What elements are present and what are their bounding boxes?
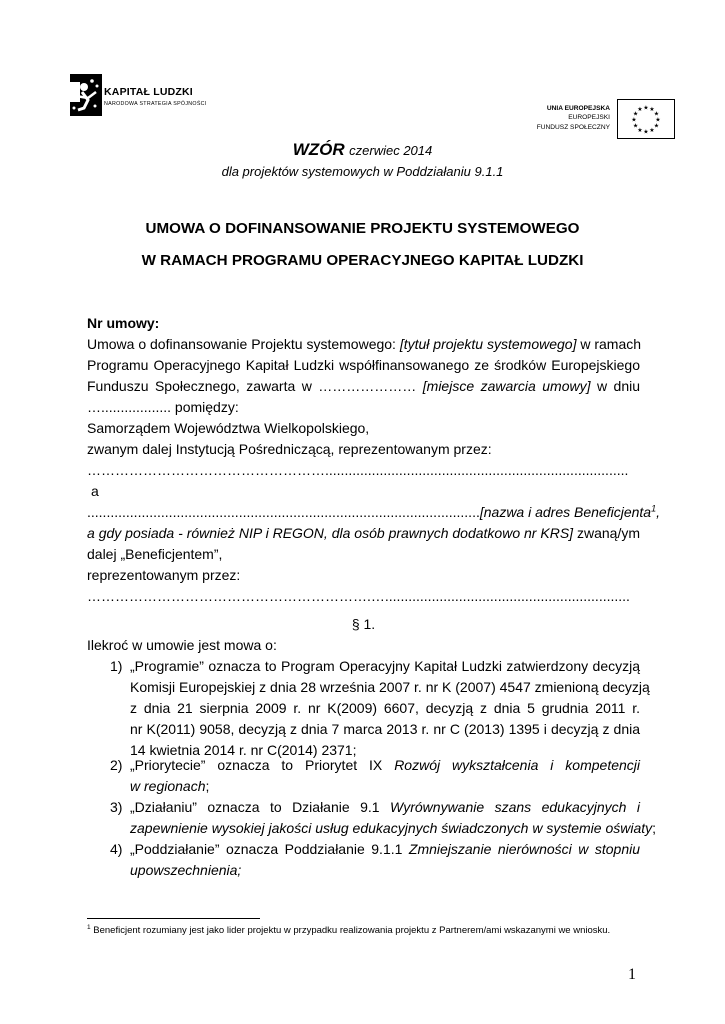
- eu-star-icon: ★: [632, 111, 639, 118]
- wzor-label: WZÓR: [292, 140, 345, 159]
- conjunction: a: [91, 483, 99, 499]
- eu-label-line1: UNIA EUROPEJSKA: [546, 105, 610, 112]
- body-line: Programu Operacyjnego Kapitał Ludzki współfinansowanego ze środków Europejskiego: [87, 357, 640, 373]
- eu-star-icon: ★: [649, 107, 655, 114]
- body-line: ……………………………………………..............................................................................: [87, 462, 629, 478]
- eu-star-icon: ★: [655, 117, 661, 124]
- kapital-ludzki-subtitle: NARODOWA STRATEGIA SPÓJNOŚCI: [104, 101, 207, 107]
- eu-star-icon: ★: [643, 129, 649, 136]
- list-number: 2): [110, 757, 123, 773]
- document-heading-line2: W RAMACH PROGRAMU OPERACYJNEGO KAPITAŁ LUDZKI: [141, 252, 584, 269]
- template-subtitle: dla projektów systemowych w Poddziałaniu 9.1.1: [221, 164, 504, 179]
- beneficiary-line: a gdy posiada - również NIP i REGON, dla osób prawnych dodatkowo nr KRS] zwaną/ym: [87, 525, 641, 541]
- eu-star-icon: ★: [637, 127, 643, 134]
- definitions-intro: Ilekroć w umowie jest mowa o:: [87, 637, 277, 653]
- list-number: 4): [110, 841, 123, 857]
- eu-star-icon: ★: [653, 123, 660, 130]
- page-number: 1: [628, 966, 636, 983]
- beneficiary-line: dalej „Beneficjentem”,: [87, 546, 223, 562]
- eu-flag-icon: [617, 99, 675, 139]
- list-number: 1): [110, 658, 123, 674]
- footnote-separator: [87, 918, 260, 919]
- eu-label-line3: FUNDUSZ SPOŁECZNY: [536, 123, 610, 131]
- body-line: zwanym dalej Instytucją Pośredniczącą, reprezentowanym przez:: [87, 441, 492, 457]
- document-heading-line1: UMOWA O DOFINANSOWANIE PROJEKTU SYSTEMOWEGO: [145, 220, 580, 237]
- eu-star-icon: ★: [649, 127, 655, 134]
- body-line: Samorządem Województwa Wielkopolskiego,: [87, 420, 370, 436]
- eu-fund-label: [480, 104, 610, 132]
- contract-number-label: Nr umowy:: [87, 315, 160, 331]
- beneficiary-line: .....................................................................................................[nazwa i adres Beneficjenta$^1$,: [87, 503, 660, 520]
- eu-star-icon: ★: [631, 117, 637, 124]
- kapital-ludzki-title: KAPITAŁ LUDZKI: [104, 86, 193, 98]
- eu-star-icon: ★: [637, 107, 643, 114]
- footnote: $^1$ Beneficjent rozumiany jest jako lider projektu w przypadku realizowania projektu z Partnerem/ami wskazanymi we wniosku.: [87, 923, 611, 936]
- footnote-ref: 1: [651, 503, 657, 514]
- template-date: czerwiec 2014: [349, 143, 433, 158]
- body-line: Funduszu Społecznego, zawarta w ………………… [miejsce zawarcia umowy] w dniu: [87, 378, 641, 394]
- beneficiary-line: reprezentowanym przez:: [87, 567, 241, 583]
- eu-label-line2: EUROPEJSKI: [568, 114, 610, 122]
- body-line: Umowa o dofinansowanie Projektu systemowego: [tytuł projektu systemowego] w ramach: [87, 336, 642, 352]
- beneficiary-line: …………………………………………………….…...............................................................: [87, 588, 630, 604]
- template-label: [0, 140, 725, 160]
- kapital-ludzki-emblem-icon: [62, 72, 106, 118]
- eu-star-icon: ★: [632, 123, 639, 130]
- section-mark: § 1.: [351, 616, 376, 632]
- eu-star-icon: ★: [643, 105, 649, 112]
- eu-star-icon: ★: [653, 111, 660, 118]
- body-line: ….................. pomiędzy:: [87, 399, 239, 415]
- list-number: 3): [110, 799, 123, 815]
